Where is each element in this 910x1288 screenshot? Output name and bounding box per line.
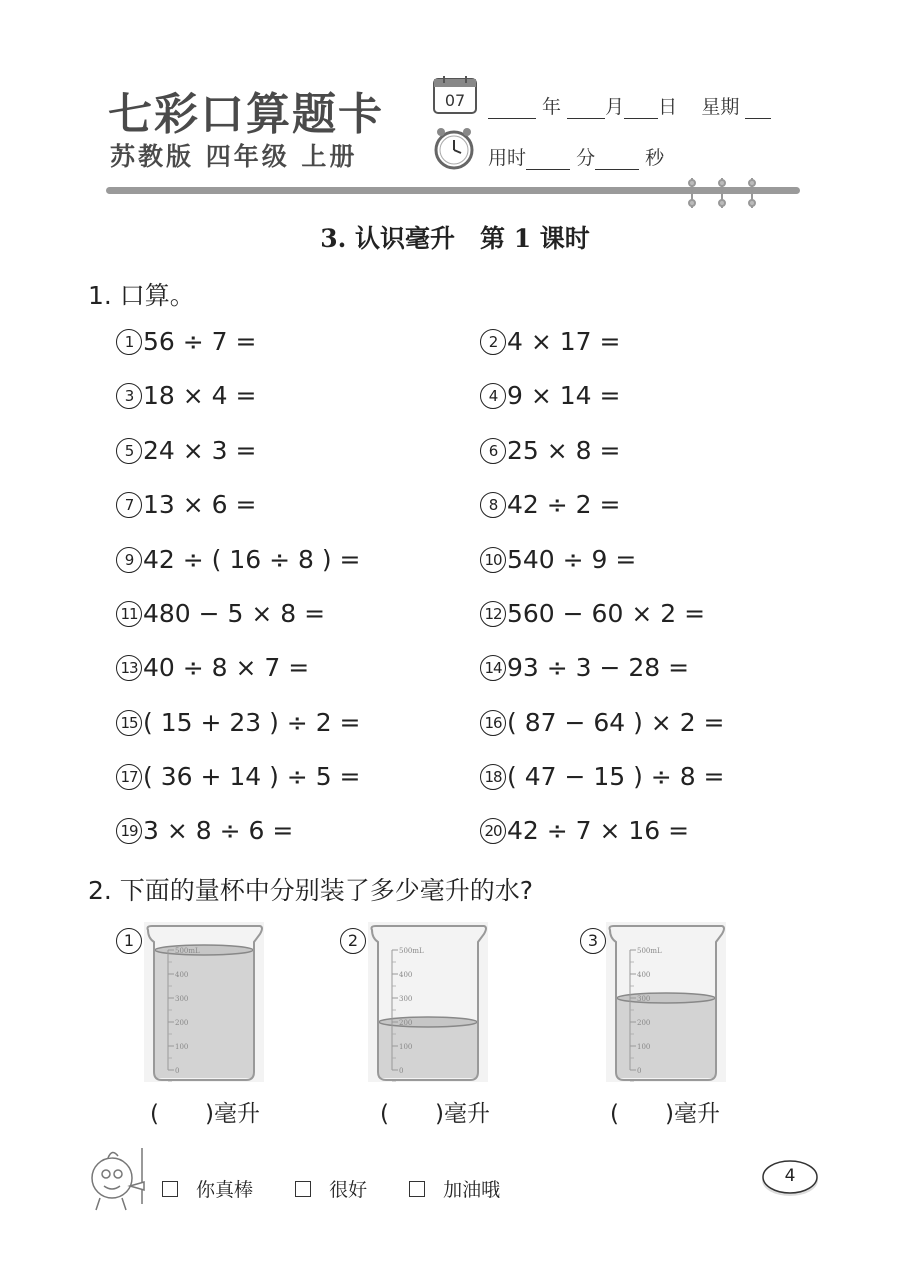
scale-label: 400 bbox=[175, 971, 189, 979]
scale-label: 200 bbox=[175, 1019, 189, 1027]
scale-label: 100 bbox=[637, 1043, 651, 1051]
seconds-blank[interactable] bbox=[595, 151, 639, 170]
problem-18: 18 ( 47 − 15 ) ÷ 8 = bbox=[480, 762, 725, 791]
cup-1-number: 1 bbox=[116, 928, 142, 954]
scale-label: 300 bbox=[637, 995, 651, 1003]
problem-13: 13 40 ÷ 8 × 7 = bbox=[116, 653, 309, 682]
problem-10: 10 540 ÷ 9 = bbox=[480, 545, 636, 574]
self-rating bbox=[162, 1175, 536, 1202]
scale-label: 300 bbox=[175, 995, 189, 1003]
scale-label: 0 bbox=[637, 1067, 642, 1075]
measuring-cup-2 bbox=[368, 922, 488, 1082]
problem-9: 9 42 ÷ ( 16 ÷ 8 ) = bbox=[116, 545, 361, 574]
brand-title: 七彩口算题卡 bbox=[108, 89, 384, 140]
problem-16: 16 ( 87 − 64 ) × 2 = bbox=[480, 708, 725, 737]
scale-label: 300 bbox=[399, 995, 413, 1003]
clock-icon bbox=[432, 126, 476, 170]
water-fill bbox=[155, 950, 253, 1078]
measuring-cup-3 bbox=[606, 922, 726, 1082]
scale-label: 500mL bbox=[175, 947, 200, 955]
mascot-icon bbox=[82, 1142, 152, 1214]
lesson-title: 3. 认识毫升 第 1 课时 bbox=[320, 224, 590, 253]
problem-14: 14 93 ÷ 3 − 28 = bbox=[480, 653, 689, 682]
rating-keep-going[interactable]: 加油哦 bbox=[409, 1179, 518, 1201]
problem-15: 15 ( 15 + 23 ) ÷ 2 = bbox=[116, 708, 361, 737]
edition-label: 苏教版 四年级 上册 bbox=[110, 142, 358, 171]
month-label: 月 bbox=[605, 96, 625, 118]
rating-keep-going-checkbox[interactable] bbox=[409, 1181, 425, 1197]
date-fields bbox=[488, 92, 771, 119]
minutes-blank[interactable] bbox=[526, 151, 570, 170]
year-label: 年 bbox=[542, 96, 562, 118]
scale-label: 100 bbox=[399, 1043, 413, 1051]
cup-2-number: 2 bbox=[340, 928, 366, 954]
scale-label: 200 bbox=[399, 1019, 413, 1027]
cup-3-number: 3 bbox=[580, 928, 606, 954]
problem-2: 2 4 × 17 = bbox=[480, 327, 620, 356]
seconds-label: 秒 bbox=[645, 147, 665, 169]
rating-good-checkbox[interactable] bbox=[295, 1181, 311, 1197]
scale-label: 200 bbox=[637, 1019, 651, 1027]
day-label: 日 bbox=[658, 96, 678, 118]
minutes-label: 分 bbox=[576, 147, 596, 169]
problem-1: 1 56 ÷ 7 = bbox=[116, 327, 256, 356]
problem-20: 20 42 ÷ 7 × 16 = bbox=[480, 816, 689, 845]
scale-label: 100 bbox=[175, 1043, 189, 1051]
weekday-blank[interactable] bbox=[745, 100, 771, 119]
problem-12: 12 560 − 60 × 2 = bbox=[480, 599, 705, 628]
scale-label: 0 bbox=[399, 1067, 404, 1075]
bead-decoration-icon bbox=[680, 178, 770, 210]
rating-great-checkbox[interactable] bbox=[162, 1181, 178, 1197]
scale-label: 400 bbox=[399, 971, 413, 979]
calendar-day: 07 bbox=[444, 91, 466, 110]
q1-title: 1. 口算。 bbox=[88, 281, 195, 310]
cup-2-answer[interactable]: ( )毫升 bbox=[380, 1101, 490, 1127]
q2-title: 2. 下面的量杯中分别装了多少毫升的水? bbox=[88, 876, 534, 905]
scale-label: 400 bbox=[637, 971, 651, 979]
problem-7: 7 13 × 6 = bbox=[116, 490, 256, 519]
scale-label: 500mL bbox=[637, 947, 662, 955]
problem-4: 4 9 × 14 = bbox=[480, 381, 620, 410]
cup-1-answer[interactable]: ( )毫升 bbox=[150, 1101, 260, 1127]
rating-great[interactable]: 你真棒 bbox=[162, 1179, 271, 1201]
problem-5: 5 24 × 3 = bbox=[116, 436, 256, 465]
cup-3-answer[interactable]: ( )毫升 bbox=[610, 1101, 720, 1127]
problem-11: 11 480 − 5 × 8 = bbox=[116, 599, 325, 628]
page-number: 4 bbox=[784, 1166, 796, 1186]
scale-label: 0 bbox=[175, 1067, 180, 1075]
problem-3: 3 18 × 4 = bbox=[116, 381, 256, 410]
year-blank[interactable] bbox=[488, 100, 536, 119]
scale-label: 500mL bbox=[399, 947, 424, 955]
time-label: 用时 bbox=[488, 147, 527, 169]
problem-8: 8 42 ÷ 2 = bbox=[480, 490, 620, 519]
weekday-label: 星期 bbox=[701, 96, 740, 118]
time-fields bbox=[488, 143, 664, 170]
measuring-cup-1 bbox=[144, 922, 264, 1082]
problem-17: 17 ( 36 + 14 ) ÷ 5 = bbox=[116, 762, 361, 791]
month-blank[interactable] bbox=[567, 100, 605, 119]
rating-good[interactable]: 很好 bbox=[295, 1179, 385, 1201]
day-blank[interactable] bbox=[624, 100, 658, 119]
calendar-icon bbox=[432, 75, 478, 115]
problem-6: 6 25 × 8 = bbox=[480, 436, 620, 465]
problem-19: 19 3 × 8 ÷ 6 = bbox=[116, 816, 293, 845]
